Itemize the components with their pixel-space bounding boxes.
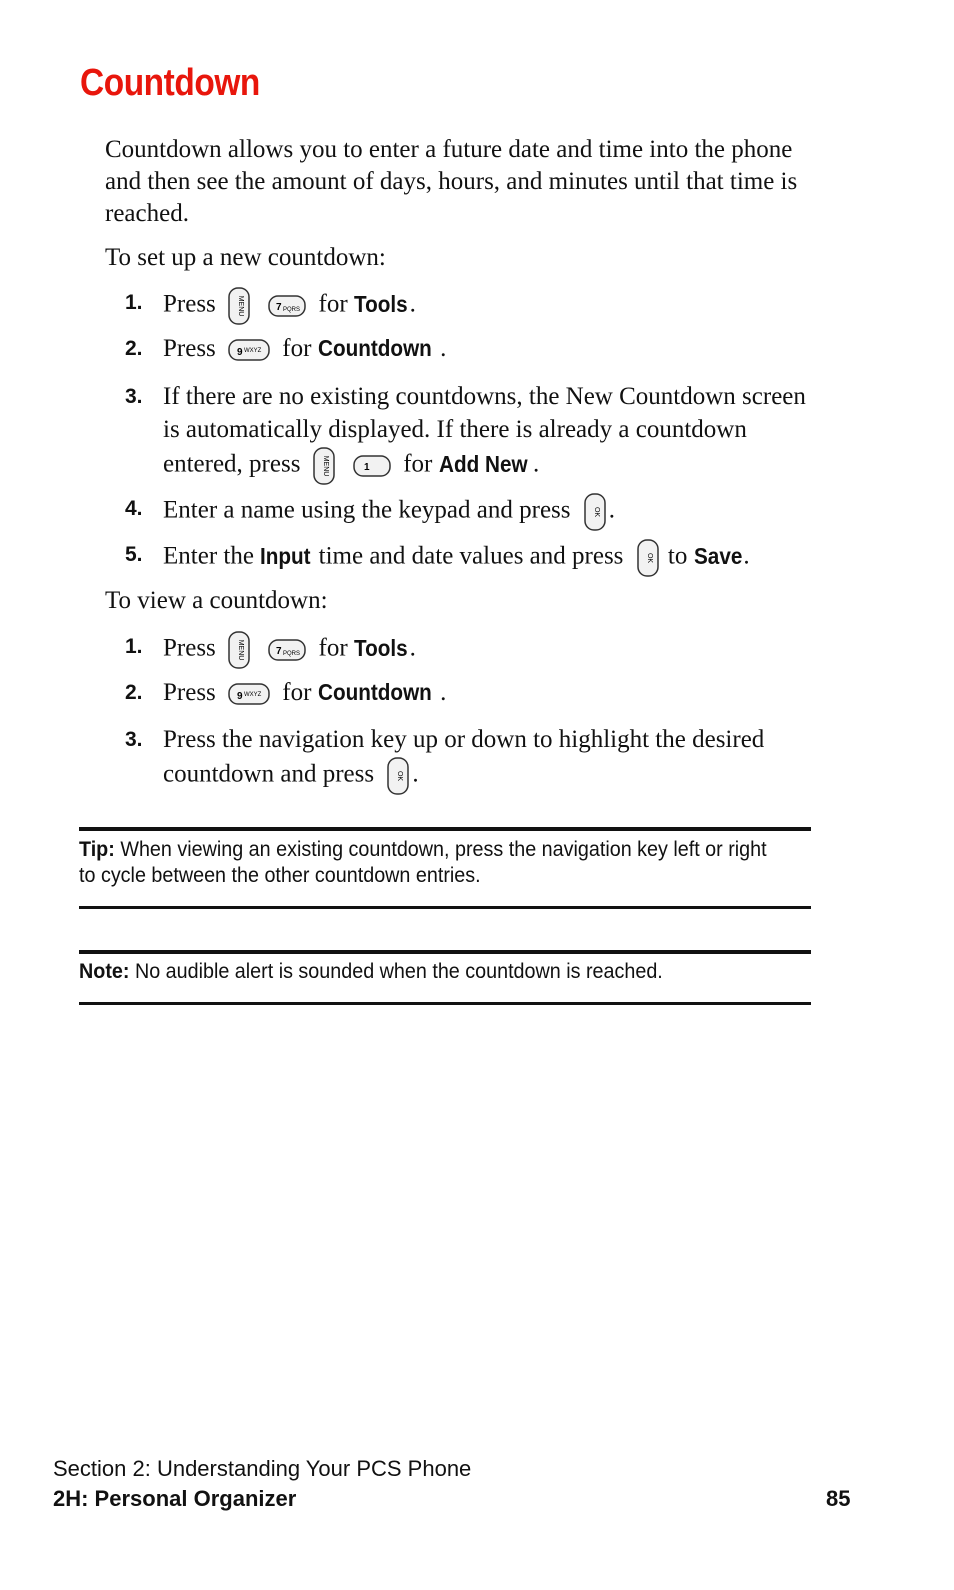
nine-key-icon — [227, 338, 271, 362]
step-number: 3. — [125, 728, 143, 751]
page-title: Countdown — [80, 62, 260, 104]
target-label: Countdown — [317, 679, 432, 705]
step-number: 5. — [125, 543, 143, 566]
svg-text:9: 9 — [237, 347, 243, 359]
note-top-rule — [79, 950, 811, 954]
setup-step-1 — [125, 286, 825, 326]
step-number: 4. — [125, 497, 143, 520]
target-label: Add New — [438, 450, 528, 477]
svg-text:1: 1 — [363, 462, 370, 473]
punctuation: . — [440, 335, 447, 362]
target-label: Tools — [353, 290, 408, 317]
punctuation: . — [743, 542, 750, 570]
step-number: 3. — [125, 385, 143, 408]
step-text: Press — [163, 335, 216, 362]
svg-text:WXYZ: WXYZ — [244, 692, 262, 699]
setup-step-4 — [125, 492, 825, 532]
svg-text:OK: OK — [396, 770, 404, 782]
step-text: for — [282, 335, 312, 362]
menu-key-icon — [227, 630, 251, 670]
tip-top-rule — [79, 827, 811, 831]
view-heading: To view a countdown: — [105, 587, 328, 614]
seven-key-icon — [267, 294, 307, 318]
svg-text:PQRS: PQRS — [283, 307, 301, 313]
step-text: Enter the — [163, 542, 254, 570]
tip-text: When viewing an existing countdown, press the navigation key left or right to cycle between the other countdown entries. — [79, 838, 767, 887]
ok-key-icon — [636, 538, 660, 578]
seven-key-icon — [267, 638, 307, 662]
step-text: for — [403, 450, 433, 478]
step-text: for — [282, 679, 312, 706]
punctuation: . — [409, 290, 416, 318]
punctuation: . — [412, 760, 419, 788]
menu-key-icon — [312, 446, 336, 486]
step-number: 1. — [125, 291, 143, 314]
menu-key-icon — [227, 286, 251, 326]
setup-step-3 — [125, 380, 825, 486]
step-text: for — [318, 290, 348, 318]
punctuation: . — [440, 679, 447, 706]
svg-text:MENU: MENU — [321, 455, 329, 477]
step-number: 2. — [125, 337, 143, 360]
svg-text:MENU: MENU — [237, 639, 245, 661]
ok-key-icon — [386, 756, 410, 796]
svg-text:9: 9 — [237, 691, 243, 703]
target-label: Countdown — [317, 335, 432, 361]
tip-label: Tip: — [79, 838, 115, 861]
punctuation: . — [533, 450, 540, 478]
nine-key-icon — [227, 682, 271, 706]
note-box — [79, 959, 770, 985]
ok-key-icon — [583, 492, 607, 532]
svg-text:OK: OK — [592, 506, 600, 518]
one-key-icon — [352, 454, 392, 478]
step-text: to — [667, 542, 688, 570]
step-text: Press the navigation key up or down to highlight the desired countdown and press — [163, 726, 765, 788]
page-number: 85 — [826, 1486, 851, 1511]
svg-text:7: 7 — [276, 646, 282, 657]
view-step-3 — [125, 723, 825, 796]
note-bottom-rule — [79, 1002, 811, 1005]
svg-text:WXYZ: WXYZ — [244, 348, 262, 355]
note-label: Note: — [79, 960, 130, 983]
view-step-1 — [125, 630, 825, 670]
target-label: Save — [693, 542, 742, 569]
step-number: 1. — [125, 635, 143, 658]
step-text: time and date values and press — [318, 542, 624, 570]
svg-text:7: 7 — [276, 302, 282, 313]
setup-step-5 — [125, 538, 825, 578]
step-text: Enter a name using the keypad and press — [163, 496, 571, 524]
view-step-2 — [125, 676, 825, 709]
setup-heading: To set up a new countdown: — [105, 244, 386, 271]
setup-step-2 — [125, 332, 825, 365]
tip-box — [79, 837, 770, 889]
step-text: Press — [163, 634, 216, 662]
step-text: Press — [163, 679, 216, 706]
punctuation: . — [608, 496, 616, 524]
intro-paragraph: Countdown allows you to enter a future date and time into the phone and then see the amount of days, hours, and minutes until that time is reached. — [105, 136, 798, 227]
step-text: Press — [163, 290, 216, 318]
note-text: No audible alert is sounded when the countdown is reached. — [134, 960, 663, 983]
svg-text:PQRS: PQRS — [283, 651, 301, 657]
step-text: for — [318, 634, 348, 662]
svg-text:MENU: MENU — [237, 295, 245, 317]
svg-text:OK: OK — [645, 552, 653, 564]
target-label: Tools — [353, 634, 408, 661]
footer-chapter: 2H: Personal Organizer — [53, 1486, 297, 1511]
step-text: If there are no existing countdowns, the New Countdown screen is automatically displayed. If there is already a countdown entered, press — [163, 383, 806, 478]
input-label: Input — [260, 542, 311, 569]
footer-section: Section 2: Understanding Your PCS Phone — [53, 1456, 472, 1481]
tip-bottom-rule — [79, 906, 811, 909]
punctuation: . — [409, 634, 416, 662]
step-number: 2. — [125, 681, 143, 704]
